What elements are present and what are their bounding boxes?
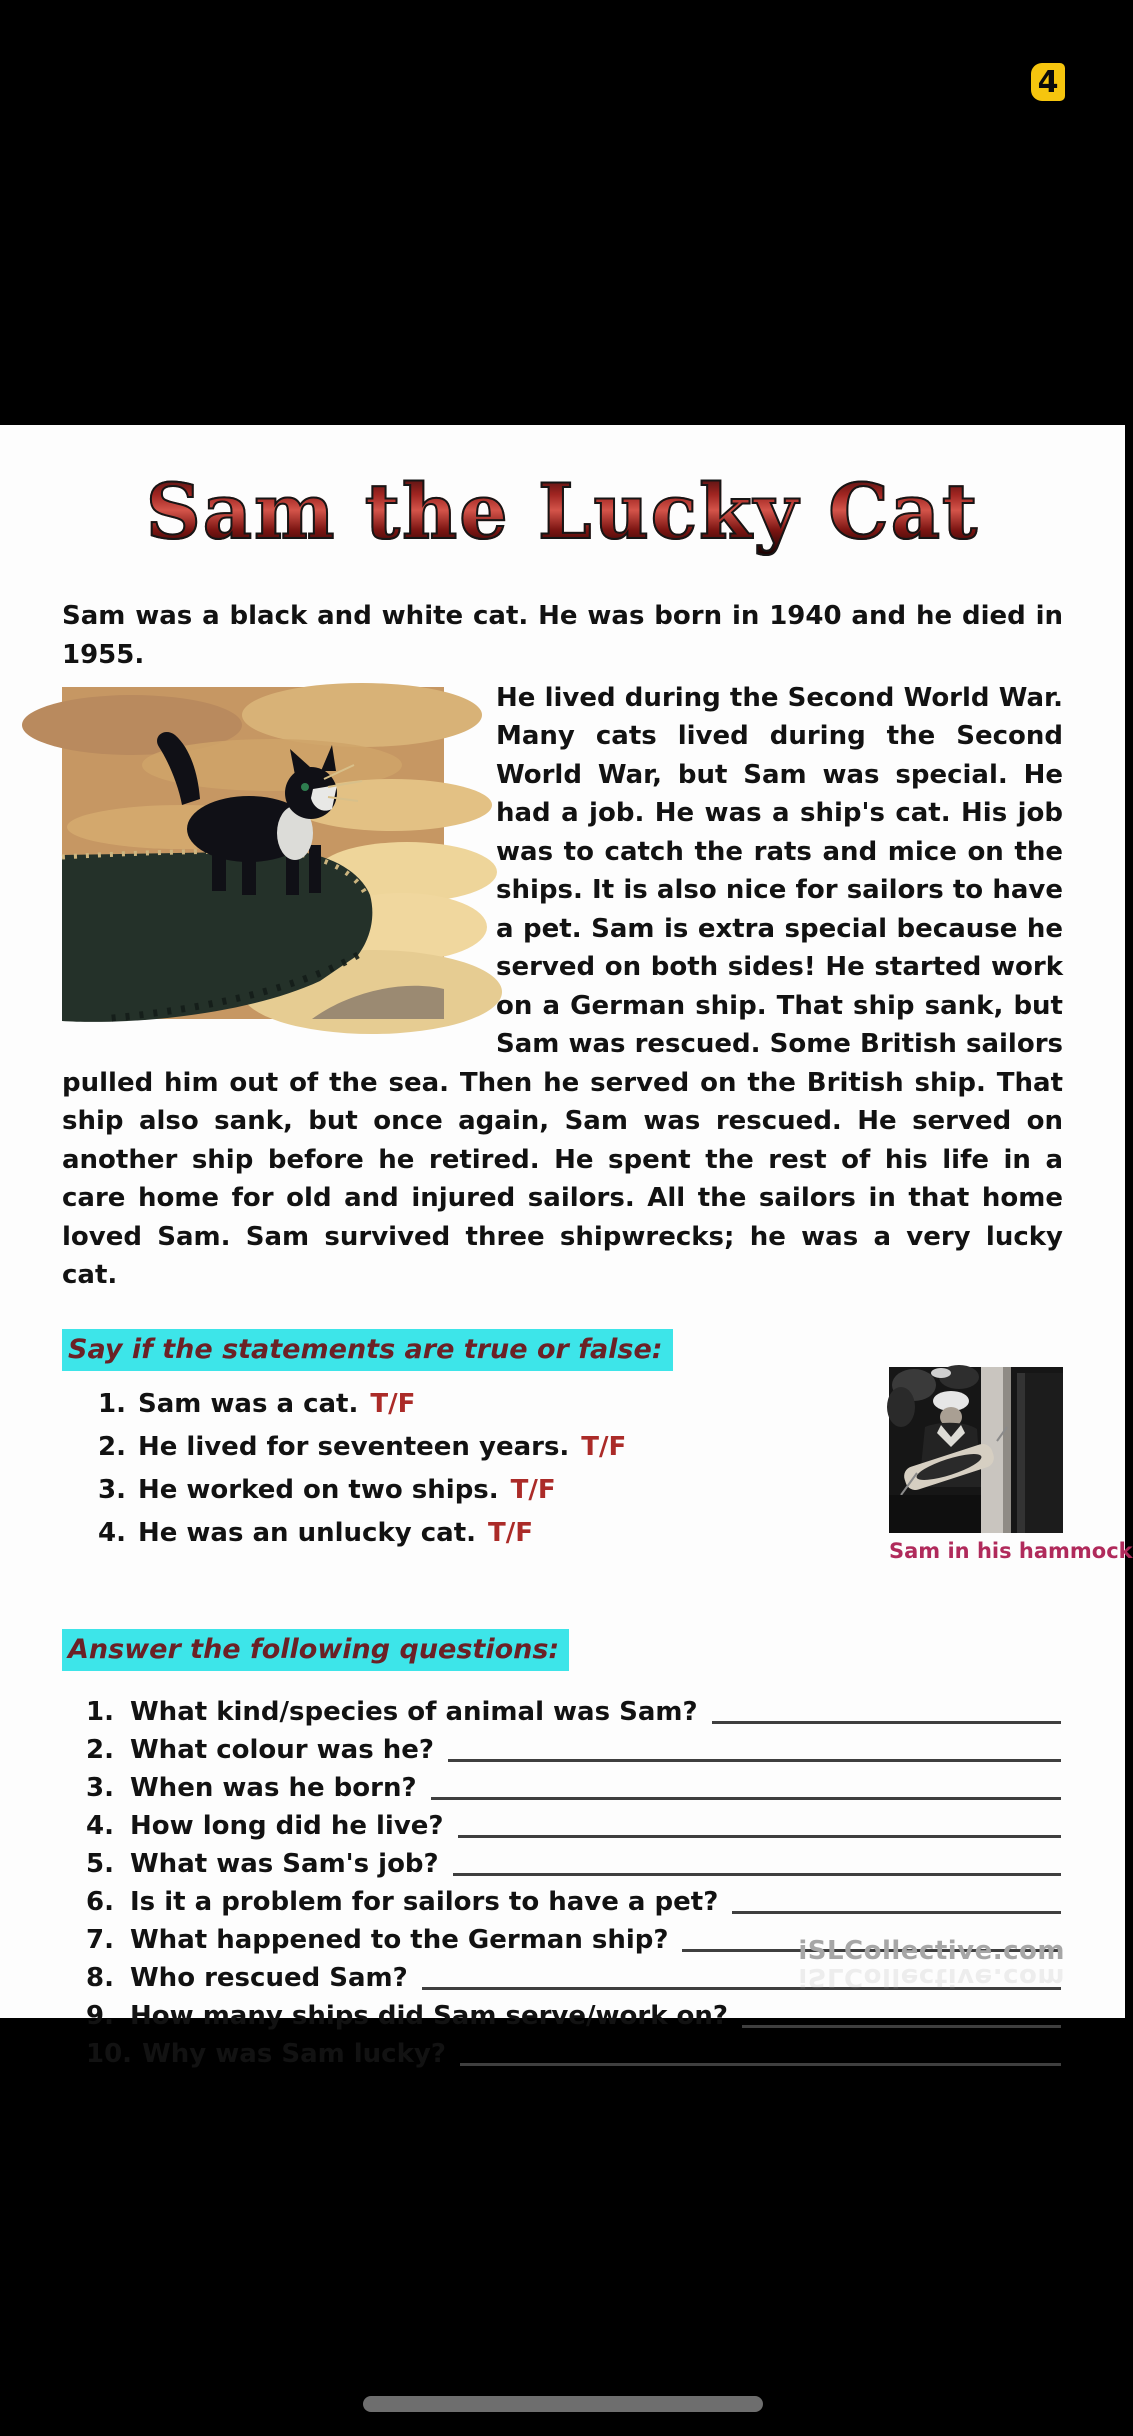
answer-blank <box>431 1795 1061 1800</box>
question-item: 7. What happened to the German ship? <box>86 1921 1063 1959</box>
cat-illustration <box>62 687 444 1019</box>
hammock-photo-block <box>889 1367 1133 1563</box>
true-false-heading: Say if the statements are true or false: <box>62 1329 673 1371</box>
questions-heading: Answer the following questions: <box>62 1629 569 1671</box>
tf-item: 3. He worked on two ships. T/F <box>98 1469 1063 1512</box>
cat-on-ship-image <box>62 687 444 1019</box>
tf-choice: T/F <box>488 1517 534 1548</box>
answer-blank <box>460 2061 1061 2066</box>
answer-blank <box>732 1909 1061 1914</box>
question-item: 9. How many ships did Sam serve/work on? <box>86 1997 1063 2035</box>
answer-blank <box>458 1833 1061 1838</box>
tf-choice: T/F <box>581 1431 627 1462</box>
question-item: 4. How long did he live? <box>86 1807 1063 1845</box>
tf-item: 4. He was an unlucky cat. T/F <box>98 1512 1063 1555</box>
tf-item: 2. He lived for seventeen years. T/F <box>98 1426 1063 1469</box>
notification-badge[interactable] <box>1031 63 1065 101</box>
home-indicator[interactable] <box>363 2396 763 2412</box>
question-item: 5. What was Sam's job? <box>86 1845 1063 1883</box>
answer-blank <box>453 1871 1061 1876</box>
reading-passage <box>62 679 1063 1295</box>
questions-list <box>62 1693 1063 2073</box>
question-item: 6. Is it a problem for sailors to have a pet? <box>86 1883 1063 1921</box>
passage-text: He lived during the Second World War. Many cats lived during the Second World War, but Sam was special. He had a job. He was a ship's cat. His job was to catch the rats and mice on the ships. It is also nice for sailors to have a pet. Sam is extra special because he served on both sides! He started work on a German ship. That ship sank, but Sam was rescued. Some British sailors pulled him out of the sea. Then he served on the British ship. That ship also sank, but once again, Sam was rescued. He served on another ship before he retired. He spent the rest of his life in a care home for old and injured sailors. All the sailors in that home loved Sam. Sam survived three shipwrecks; he was a very lucky cat. <box>62 682 1063 1291</box>
worksheet-page <box>0 425 1133 2069</box>
answer-blank <box>448 1757 1061 1762</box>
hammock-photo <box>889 1367 1063 1533</box>
answer-blank <box>712 1719 1061 1724</box>
question-item: 10. Why was Sam lucky? <box>86 2035 1063 2073</box>
true-false-section <box>62 1383 1133 1619</box>
question-item: 3. When was he born? <box>86 1769 1063 1807</box>
tf-choice: T/F <box>510 1474 556 1505</box>
sailor-with-cat-image <box>889 1367 1063 1533</box>
intro-line: Sam was a black and white cat. He was born in 1940 and he died in 1955. <box>62 600 1063 670</box>
photo-caption: Sam in his hammock <box>889 1538 1133 1563</box>
watermark: iSLCollective.com iSLCollective.com <box>798 1936 1065 1992</box>
badge-count: 4 <box>1037 64 1059 100</box>
tf-choice: T/F <box>370 1388 416 1419</box>
question-item: 8. Who rescued Sam? <box>86 1959 1063 1997</box>
tf-item: 1. Sam was a cat. T/F <box>98 1383 1063 1426</box>
watermark-reflection: iSLCollective.com <box>798 1962 1065 1992</box>
answer-blank <box>742 2023 1061 2028</box>
question-item: 2. What colour was he? <box>86 1731 1063 1769</box>
question-item: 1. What kind/species of animal was Sam? <box>86 1693 1063 1731</box>
page-title: Sam the Lucky Cat <box>62 467 1063 557</box>
